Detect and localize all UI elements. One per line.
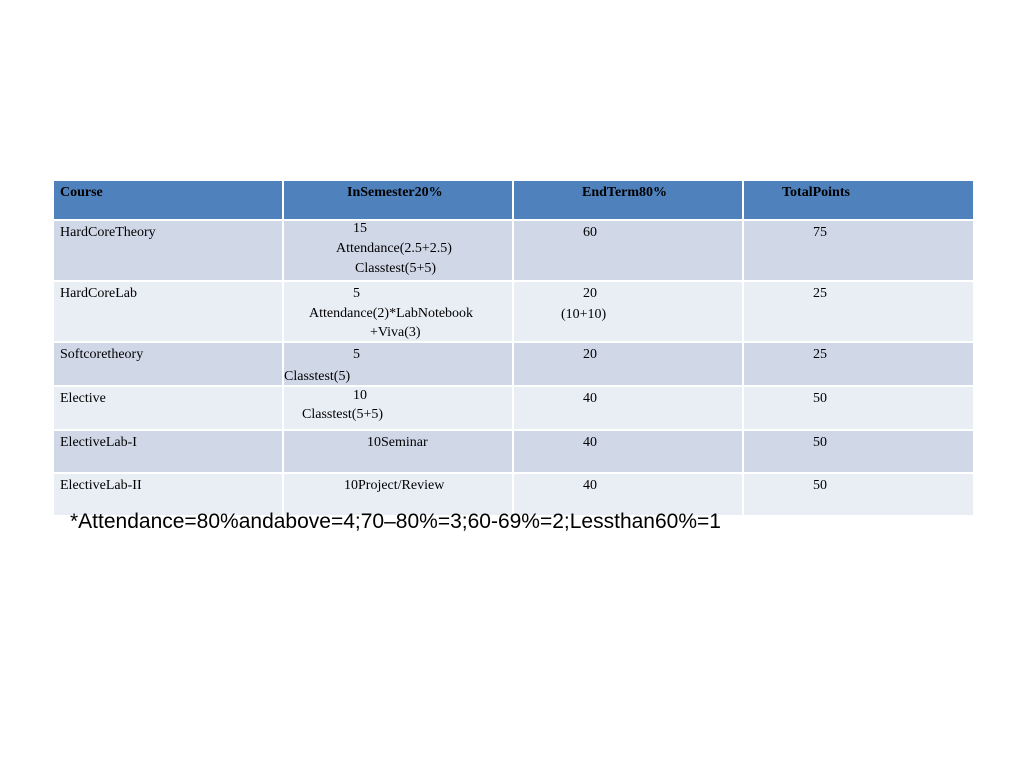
end-term-cell: 60 xyxy=(513,220,743,281)
header-row xyxy=(53,180,974,220)
table-row xyxy=(53,386,974,430)
course-cell: ElectiveLab-II xyxy=(53,473,283,516)
total-cell: 25 xyxy=(743,342,974,386)
header-course: Course xyxy=(53,180,283,220)
end-term-cell: 40 xyxy=(513,430,743,473)
header-end-term: EndTerm80% xyxy=(513,180,743,220)
course-cell: ElectiveLab-I xyxy=(53,430,283,473)
end-term-cell: 20 xyxy=(513,342,743,386)
table-row xyxy=(53,430,974,473)
total-cell: 50 xyxy=(743,473,974,516)
attendance-footnote: *Attendance=80%andabove=4;70–80%=3;60-69%=2;Lessthan60%=1 xyxy=(70,510,721,533)
end-term-cell: 40 xyxy=(513,386,743,430)
total-cell: 50 xyxy=(743,430,974,473)
table-row xyxy=(53,281,974,342)
in-semester-cell: 5 Attendance(2)*LabNotebook +Viva(3) xyxy=(283,281,513,342)
table-row xyxy=(53,342,974,386)
course-cell: HardCoreTheory xyxy=(53,220,283,281)
grading-table xyxy=(52,179,975,517)
in-semester-cell: 10Project/Review xyxy=(283,473,513,516)
total-cell: 50 xyxy=(743,386,974,430)
table-row xyxy=(53,220,974,281)
in-semester-cell: 15 Attendance(2.5+2.5) Classtest(5+5) xyxy=(283,220,513,281)
header-total-points: TotalPoints xyxy=(743,180,974,220)
header-in-semester: InSemester20% xyxy=(283,180,513,220)
end-term-cell: 40 xyxy=(513,473,743,516)
course-cell: HardCoreLab xyxy=(53,281,283,342)
total-cell: 25 xyxy=(743,281,974,342)
course-cell: Softcoretheory xyxy=(53,342,283,386)
in-semester-cell: 10Seminar xyxy=(283,430,513,473)
course-cell: Elective xyxy=(53,386,283,430)
total-cell: 75 xyxy=(743,220,974,281)
in-semester-cell: 10 Classtest(5+5) xyxy=(283,386,513,430)
end-term-cell: 20 (10+10) xyxy=(513,281,743,342)
in-semester-cell: 5 Classtest(5) xyxy=(283,342,513,386)
